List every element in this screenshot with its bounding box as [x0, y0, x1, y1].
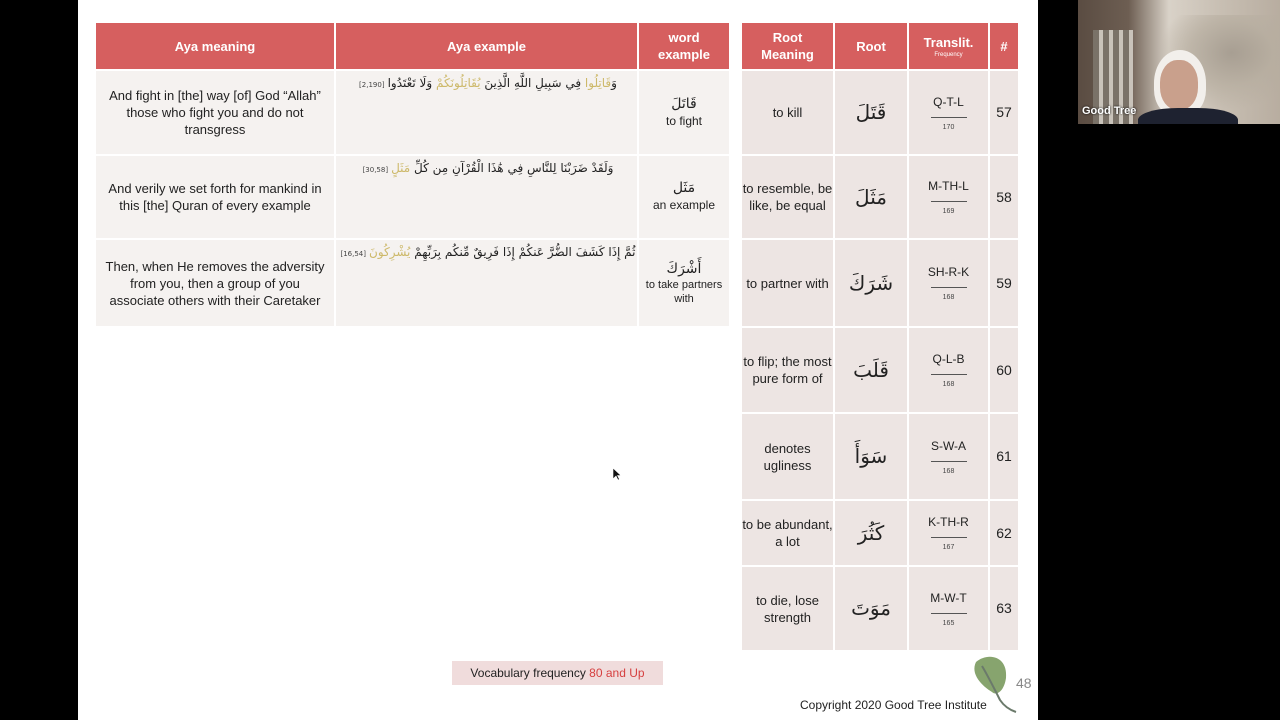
aya-example-cell	[336, 240, 637, 326]
translit-text: M-TH-L	[928, 179, 969, 193]
banner-text: Vocabulary frequency	[470, 666, 590, 680]
aya-highlight: يُقَاتِلُونَكُمْ	[436, 76, 481, 90]
root-meaning-cell: denotes ugliness	[742, 414, 833, 499]
divider	[931, 201, 967, 202]
header-translit-label: Translit.	[923, 34, 974, 50]
table-row	[742, 414, 1018, 499]
header-frequency-label: Frequency	[934, 51, 963, 58]
aya-highlight: يُشْرِكُونَ	[369, 245, 411, 259]
frequency-value: 167	[942, 544, 955, 551]
banner-accent: 80 and Up	[589, 666, 645, 680]
translit-text: K-TH-R	[928, 515, 969, 529]
aya-text-part: فِي سَبِيلِ اللَّهِ الَّذِينَ	[480, 76, 585, 90]
translit-cell	[909, 240, 988, 326]
header-number: #	[990, 23, 1018, 69]
row-number-cell: 57	[990, 71, 1018, 154]
row-number-cell: 63	[990, 567, 1018, 650]
row-number-cell: 61	[990, 414, 1018, 499]
translit-cell	[909, 156, 988, 238]
word-english: an example	[652, 198, 716, 212]
translit-cell	[909, 567, 988, 650]
participant-name-label: Good Tree	[1082, 105, 1137, 117]
header-root: Root	[835, 23, 907, 69]
aya-text	[336, 244, 637, 263]
translit-text: M-W-T	[930, 590, 967, 605]
divider	[931, 461, 967, 462]
aya-meaning-cell: Then, when He removes the adversity from you, then a group of you associate others with their Caretaker	[96, 240, 334, 326]
mouse-cursor-icon	[612, 467, 622, 481]
translit-cell	[909, 328, 988, 412]
root-meaning-cell: to die, lose strength	[742, 567, 833, 650]
row-number-cell: 58	[990, 156, 1018, 238]
page-number: 48	[1016, 675, 1032, 691]
aya-text	[336, 75, 637, 94]
aya-examples-table	[94, 21, 731, 328]
divider	[931, 287, 967, 288]
aya-meaning-cell: And fight in [the] way [of] God “Allah” those who fight you and do not transgress	[96, 71, 334, 154]
aya-text-part: وَ	[611, 76, 617, 90]
table-row	[742, 567, 1018, 650]
translit-text: SH-R-K	[927, 265, 970, 279]
frequency-value: 170	[942, 123, 955, 131]
word-example-cell	[639, 156, 729, 238]
translit-cell	[909, 501, 988, 565]
webcam-person-body	[1138, 108, 1238, 124]
table-row	[96, 240, 729, 326]
frequency-value: 169	[942, 208, 955, 215]
frequency-value: 168	[942, 467, 955, 475]
aya-text	[336, 160, 637, 179]
vocabulary-frequency-banner	[452, 661, 663, 685]
row-number-cell: 60	[990, 328, 1018, 412]
header-aya-example: Aya example	[336, 23, 637, 69]
translit-text: S-W-A	[930, 438, 967, 453]
root-arabic-cell: مَوَتَ	[835, 567, 907, 650]
table-header-row	[742, 23, 1018, 69]
aya-text-part: ثُمَّ إِذَا كَشَفَ الضُّرَّ عَنكُمْ إِذَا فَرِيقٌ مِّنكُم بِرَبِّهِمْ	[410, 245, 636, 259]
aya-highlight: قَاتِلُوا	[584, 76, 612, 90]
aya-reference: [16,54]	[340, 250, 366, 258]
aya-text-part: وَلَا تَعْتَدُوا	[387, 76, 437, 90]
divider	[931, 613, 967, 614]
root-arabic-cell: كَثُرَ	[835, 501, 907, 565]
root-meaning-cell: to partner with	[742, 240, 833, 326]
translit-cell	[909, 414, 988, 499]
root-arabic-cell: مَثَلَ	[835, 156, 907, 238]
frequency-value: 165	[942, 619, 955, 627]
divider	[931, 374, 967, 375]
aya-text-part: وَلَقَدْ ضَرَبْنَا لِلنَّاسِ فِي هَٰذَا الْقُرْآنِ مِن كُلِّ	[410, 161, 614, 175]
aya-reference: [30,58]	[362, 166, 389, 174]
root-meaning-cell: to flip; the most pure form of	[742, 328, 833, 412]
header-aya-meaning: Aya meaning	[96, 23, 334, 69]
translit-text: Q-T-L	[933, 94, 964, 109]
divider	[931, 537, 967, 538]
header-translit	[909, 23, 988, 69]
word-example-cell	[639, 240, 729, 326]
frequency-value: 168	[942, 294, 955, 301]
translit-text: Q-L-B	[932, 352, 965, 366]
word-arabic: أَشْرَكَ	[666, 260, 702, 277]
word-arabic: مَثَل	[672, 180, 696, 196]
row-number-cell: 62	[990, 501, 1018, 565]
root-arabic-cell: قَلَبَ	[835, 328, 907, 412]
aya-highlight: مَثَلٍ	[391, 161, 411, 175]
table-row	[742, 328, 1018, 412]
row-number-cell: 59	[990, 240, 1018, 326]
table-row	[96, 156, 729, 238]
table-row	[742, 156, 1018, 238]
webcam-person-face	[1160, 60, 1198, 110]
roots-table	[740, 21, 1020, 652]
table-header-row	[96, 23, 729, 69]
aya-reference: [2,190]	[359, 81, 385, 89]
frequency-value: 168	[942, 381, 955, 388]
root-arabic-cell: شَرَكَ	[835, 240, 907, 326]
root-meaning-cell: to kill	[742, 71, 833, 154]
root-meaning-cell: to be abundant, a lot	[742, 501, 833, 565]
header-word-example: word example	[639, 23, 729, 69]
aya-meaning-cell: And verily we set forth for mankind in this [the] Quran of every example	[96, 156, 334, 238]
table-row	[96, 71, 729, 154]
webcam-video-tile[interactable]	[1078, 0, 1280, 124]
aya-example-cell	[336, 71, 637, 154]
root-meaning-cell: to resemble, be like, be equal	[742, 156, 833, 238]
word-example-cell	[639, 71, 729, 154]
root-arabic-cell: قَتَلَ	[835, 71, 907, 154]
presentation-slide	[78, 0, 1038, 720]
aya-example-cell	[336, 156, 637, 238]
table-row	[742, 240, 1018, 326]
divider	[931, 117, 967, 118]
header-root-meaning: Root Meaning	[742, 23, 833, 69]
table-row	[742, 501, 1018, 565]
word-arabic: قَاتَلَ	[671, 95, 697, 112]
word-english: to take partners with	[645, 278, 723, 305]
translit-cell	[909, 71, 988, 154]
word-english: to fight	[665, 113, 703, 128]
root-arabic-cell: سَوَأَ	[835, 414, 907, 499]
copyright-text: Copyright 2020 Good Tree Institute	[800, 698, 987, 712]
table-row	[742, 71, 1018, 154]
